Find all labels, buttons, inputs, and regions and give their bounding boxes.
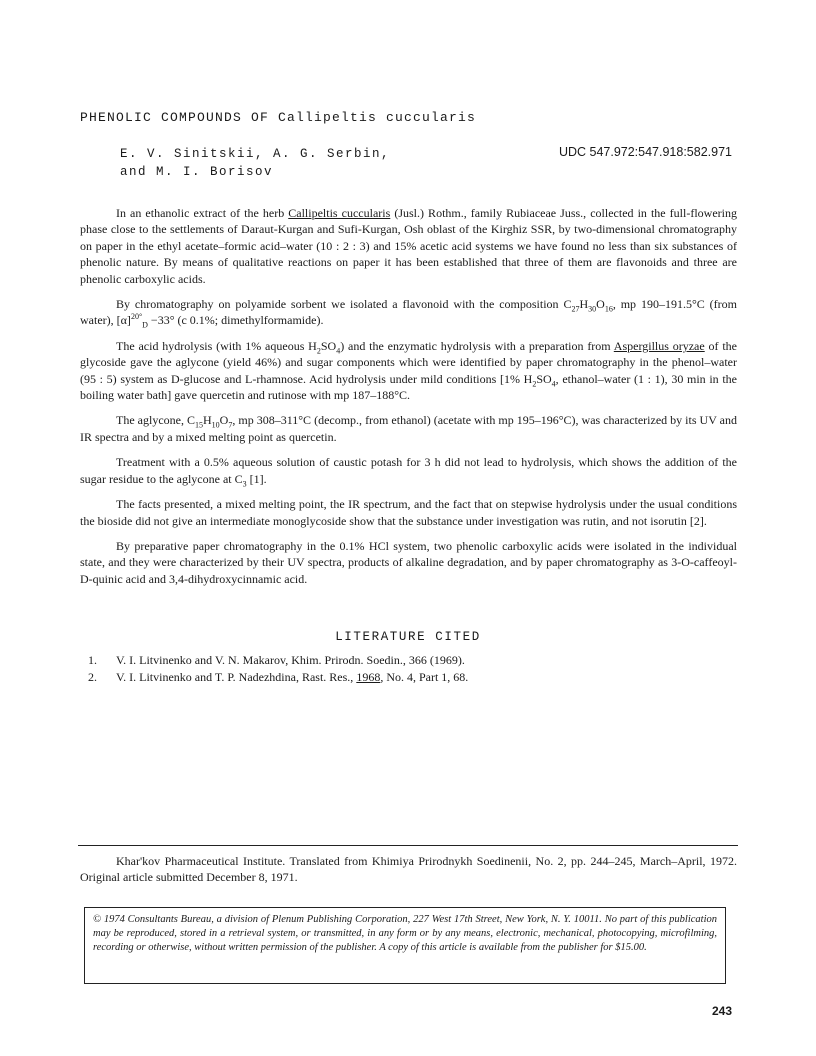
reference-number: 1. xyxy=(88,653,97,667)
text-run: In an ethanolic extract of the herb xyxy=(116,206,289,220)
text-run: , No. 4, Part 1, 68. xyxy=(380,670,469,684)
reference-text: V. I. Litvinenko and V. N. Makarov, Khim. Prirodn. Soedin., 366 (1969). xyxy=(116,653,465,667)
reference-text xyxy=(116,669,468,686)
author-list xyxy=(120,145,390,181)
text-run: Treatment with a 0.5% aqueous solution of caustic potash for 3 h did not lead to hydrolysis, which shows the addition of the sugar residue to the aglycone at C xyxy=(80,455,737,486)
text-run: The aglycone, C xyxy=(116,413,195,428)
text-run: The acid hydrolysis (with 1% aqueous H xyxy=(116,338,317,353)
text-run: O xyxy=(596,297,605,312)
paragraph-7: By preparative paper chromatography in the 0.1% HCl system, two phenolic carboxylic acids were isolated in the individual state, and they were characterized by their UV spectra, products of alkaline degradation, and by paper chromatography as 3-O-caffeoyl-D-quinic acid and 3,4-dihydroxycinnamic acid. xyxy=(80,538,737,586)
article-body xyxy=(80,205,737,596)
udc-code: UDC 547.972:547.918:582.971 xyxy=(558,145,732,159)
paragraph-3 xyxy=(80,338,737,404)
authors-line-1: E. V. Sinitskii, A. G. Serbin, xyxy=(120,147,391,161)
subscript: 4 xyxy=(551,379,556,389)
subscript: 30 xyxy=(588,304,597,314)
text-run: , ethanol–water (1 : 1), 30 min in the boiling water bath] gave quercetin and rutinose with mp 187–188°C. xyxy=(80,371,737,403)
text-run: O xyxy=(219,413,229,428)
paragraph-6: The facts presented, a mixed melting point, the IR spectrum, and the fact that on stepwise hydrolysis under the usual conditions the bioside did not give an intermediate monoglycoside show that the substance under investigation was rutin, and not isorutin [2]. xyxy=(80,497,737,528)
title-prefix: PHENOLIC COMPOUNDS OF xyxy=(80,110,279,125)
paragraph-1 xyxy=(80,205,737,287)
text-run: [1]. xyxy=(246,471,267,486)
species-name: Aspergillus oryzae xyxy=(613,338,705,353)
text-run: H xyxy=(203,413,212,428)
text-run: of the glycoside gave the aglycone (yield 46%) and sugar components which were identified by paper chromatography in the phenol–water (95 : 5) system as D-glucose and L-rhamnose. Acid hydrolysis under mild conditions [1% H xyxy=(80,338,737,386)
text-run: SO xyxy=(536,371,552,386)
title-species: Callipeltis cuccularis xyxy=(278,110,477,125)
paragraph-5 xyxy=(80,454,737,487)
subscript: 15 xyxy=(195,420,203,430)
text-run: ) and the enzymatic hydrolysis with a preparation from xyxy=(340,338,614,353)
subscript: 16 xyxy=(604,304,613,314)
reference-number: 2. xyxy=(88,670,97,684)
footnote xyxy=(80,853,737,885)
species-name: Callipeltis cuccularis xyxy=(288,206,391,220)
copyright-notice: © 1974 Consultants Bureau, a division of Plenum Publishing Corporation, 227 West 17th Street, New York, N. Y. 10011. No part of this publication may be reproduced, stored in a retrieval system, or transmitted, in any form or by any means, electronic, mechanical, photocopying, microfilming, recording or otherwise, without written permission of the publisher. A copy of this article is available from the publisher for $15.00. xyxy=(84,907,726,984)
text-run: V. I. Litvinenko and T. P. Nadezhdina, Rast. Res., xyxy=(116,670,357,684)
subscript: 2 xyxy=(532,379,537,389)
footnote-divider xyxy=(78,845,738,846)
subscript: 7 xyxy=(228,420,233,430)
subscript: 10 xyxy=(211,420,220,430)
subscript: 2 xyxy=(316,346,321,356)
text-run: (Jusl.) Rothm., family Rubiaceae Juss., collected in the full-flowering phase close to the settlements of Daraut-Kurgan and Sufi-Kurgan, Osh oblast of the Kirghiz SSR, by two-dimensional chromatography on paper in the ethyl acetate–formic acid–water (10 : 2 : 3) and 15% acetic acid systems we have found no less than six substances of phenolic nature. By means of qualitative reactions on paper it has been established that three of them are flavonoids and three are phenolic carboxylic acids. xyxy=(80,206,737,286)
superscript: 20° xyxy=(130,312,143,322)
text-run: , mp 308–311°C (decomp., from ethanol) (acetate with mp 195–196°C), was characterized by its UV and IR spectra and by a mixed melting point as quercetin. xyxy=(80,413,737,444)
subscript: 4 xyxy=(336,346,341,356)
subscript: D xyxy=(142,320,148,330)
reference-item xyxy=(88,652,468,669)
reference-list xyxy=(88,652,468,686)
reference-year: 1968 xyxy=(356,670,381,684)
article-title xyxy=(80,110,476,125)
page-number: 243 xyxy=(711,1004,732,1018)
text-run: H xyxy=(579,297,589,312)
text-run: SO xyxy=(320,338,337,353)
authors-line-2: and M. I. Borisov xyxy=(120,165,274,179)
footnote-text: Khar'kov Pharmaceutical Institute. Translated from Khimiya Prirodnykh Soedinenii, No. 2, pp. 244–245, March–April, 1972. Original article submitted December 8, 1971. xyxy=(80,854,737,884)
subscript: 3 xyxy=(242,479,247,489)
text-run: By chromatography on polyamide sorbent we isolated a flavonoid with the composition C xyxy=(116,297,572,312)
text-run: −33° (c 0.1%; dimethylformamide). xyxy=(147,313,324,328)
literature-heading: LITERATURE CITED xyxy=(335,630,481,644)
text-run: , mp 190–191.5°C (from water), [α] xyxy=(80,297,737,328)
reference-item xyxy=(88,669,468,686)
subscript: 27 xyxy=(571,304,580,314)
paragraph-4 xyxy=(80,412,737,445)
paragraph-2 xyxy=(80,296,737,329)
